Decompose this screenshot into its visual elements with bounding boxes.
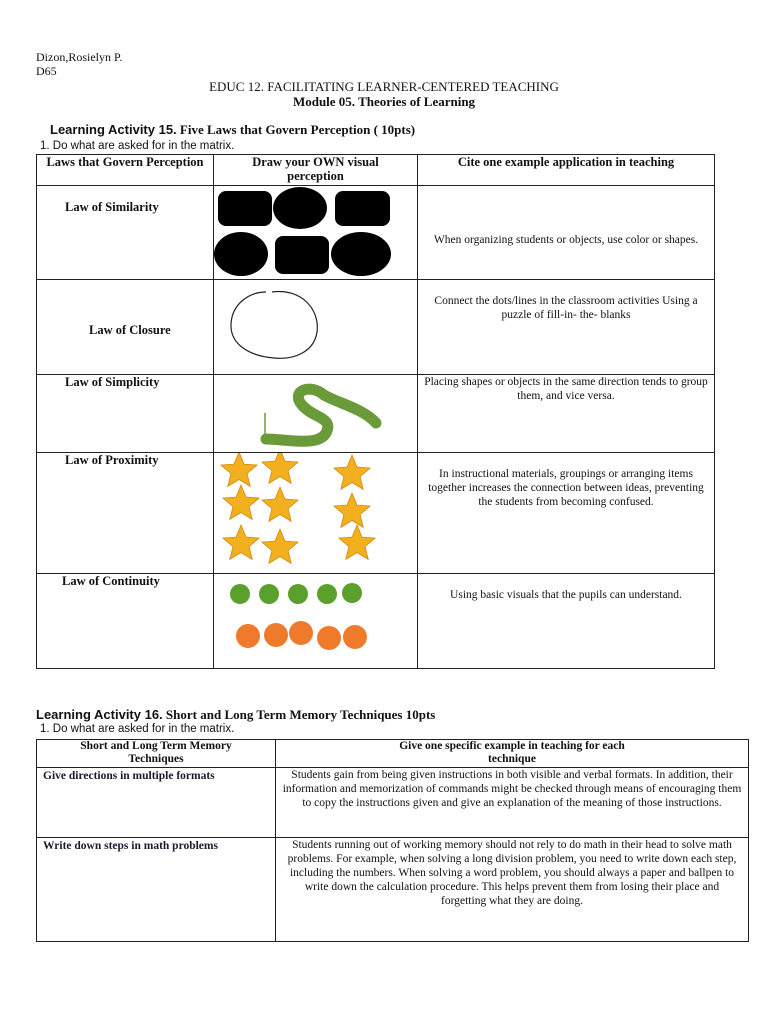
table-row <box>37 453 715 574</box>
student-name: Dizon,Rosielyn P. <box>36 50 123 64</box>
orange-dot <box>264 623 288 647</box>
orange-dot <box>236 624 260 648</box>
technique-multiple-formats: Give directions in multiple formats <box>37 768 276 838</box>
orange-dot <box>289 621 313 645</box>
perception-table <box>36 154 715 669</box>
black-square <box>275 236 329 274</box>
example-continuity: Using basic visuals that the pupils can understand. <box>450 589 682 601</box>
orange-dot <box>343 625 367 649</box>
example-proximity: In instructional materials, groupings or arranging items together increases the connection between ideas, preventing the students from becoming confused. <box>428 468 704 508</box>
black-circle <box>331 232 391 276</box>
gold-star <box>339 525 375 559</box>
example-math-steps: Students running out of working memory should not rely to do math in their head to solve math problems. For example, when solving a long division problem, you need to write down each step, including the numbers. When solving a word problem, you should always a paper and ballpen to write down the calculation procedure. This helps prevent them from losing their place and forgetting what they are doing. <box>276 838 749 942</box>
example-closure: Connect the dots/lines in the classroom activities Using a puzzle of fill-in- the- blanks <box>434 295 698 321</box>
module-title: Module 05. Theories of Learning <box>292 94 476 109</box>
black-circle <box>214 232 268 276</box>
green-dot <box>259 584 279 604</box>
table-row <box>37 375 715 453</box>
law-simplicity: Law of Simplicity <box>65 375 160 389</box>
activity16-label: Learning Activity 16. <box>36 707 163 722</box>
header-technique: Short and Long Term Memory Techniques <box>80 740 232 765</box>
gold-star <box>334 493 370 527</box>
header-example: Cite one example application in teaching <box>418 155 715 186</box>
table-header-row <box>37 155 715 186</box>
header-laws: Laws that Govern Perception <box>37 155 214 186</box>
simplicity-drawing <box>214 375 418 453</box>
gold-star <box>223 485 259 519</box>
law-continuity: Law of Continuity <box>62 574 160 588</box>
activity16-title: Short and Long Term Memory Techniques 10pts <box>165 707 436 722</box>
activity15-label: Learning Activity 15. <box>50 122 177 137</box>
black-square <box>335 191 390 226</box>
example-similarity: When organizing students or objects, use color or shapes. <box>433 234 699 246</box>
activity16-heading <box>36 707 435 723</box>
gold-star <box>262 453 298 483</box>
proximity-drawing <box>214 453 418 574</box>
table-row <box>37 768 749 838</box>
course-title: EDUC 12. FACILITATING LEARNER-CENTERED TEACHING <box>209 79 559 94</box>
green-dot <box>342 583 362 603</box>
technique-math-steps: Write down steps in math problems <box>37 838 276 942</box>
similarity-drawing <box>214 186 418 280</box>
law-closure: Law of Closure <box>89 323 171 337</box>
continuity-drawing <box>214 574 418 669</box>
orange-dot <box>317 626 341 650</box>
green-dot <box>317 584 337 604</box>
gold-star <box>262 487 298 521</box>
header-example: Give one specific example in teaching for each technique <box>399 740 625 765</box>
green-s-curve <box>266 389 328 441</box>
table-row <box>37 280 715 375</box>
activity15-title: Five Laws that Govern Perception ( 10pts) <box>179 122 416 137</box>
table-row <box>37 838 749 942</box>
gold-star <box>223 525 259 559</box>
example-multiple-formats: Students gain from being given instructions in both visible and verbal formats. In addition, their information and memorization of commands might be checked through means of encouraging them to copy the instructions given and give an explanation of the meaning of those instructions. <box>276 768 749 838</box>
table-header-row <box>37 740 749 768</box>
memory-table <box>36 739 749 942</box>
law-proximity: Law of Proximity <box>65 453 159 467</box>
gold-star <box>221 453 257 486</box>
green-dot <box>230 584 250 604</box>
green-dot <box>288 584 308 604</box>
closure-drawing <box>214 280 418 375</box>
example-simplicity: Placing shapes or objects in the same direction tends to group them, and vice versa. <box>424 376 708 402</box>
open-circle <box>231 292 317 359</box>
law-similarity: Law of Similarity <box>65 200 159 214</box>
table-row <box>37 186 715 280</box>
gold-star <box>262 529 298 563</box>
table-row <box>37 574 715 669</box>
student-section: D65 <box>36 64 57 78</box>
black-square <box>218 191 272 226</box>
black-circle <box>273 187 327 229</box>
activity15-instruction: 1. Do what are asked for in the matrix. <box>40 140 235 152</box>
gold-star <box>334 455 370 489</box>
header-draw: Draw your OWN visual perception <box>214 155 418 186</box>
activity16-instruction: 1. Do what are asked for in the matrix. <box>40 723 235 735</box>
activity15-heading <box>50 122 415 138</box>
